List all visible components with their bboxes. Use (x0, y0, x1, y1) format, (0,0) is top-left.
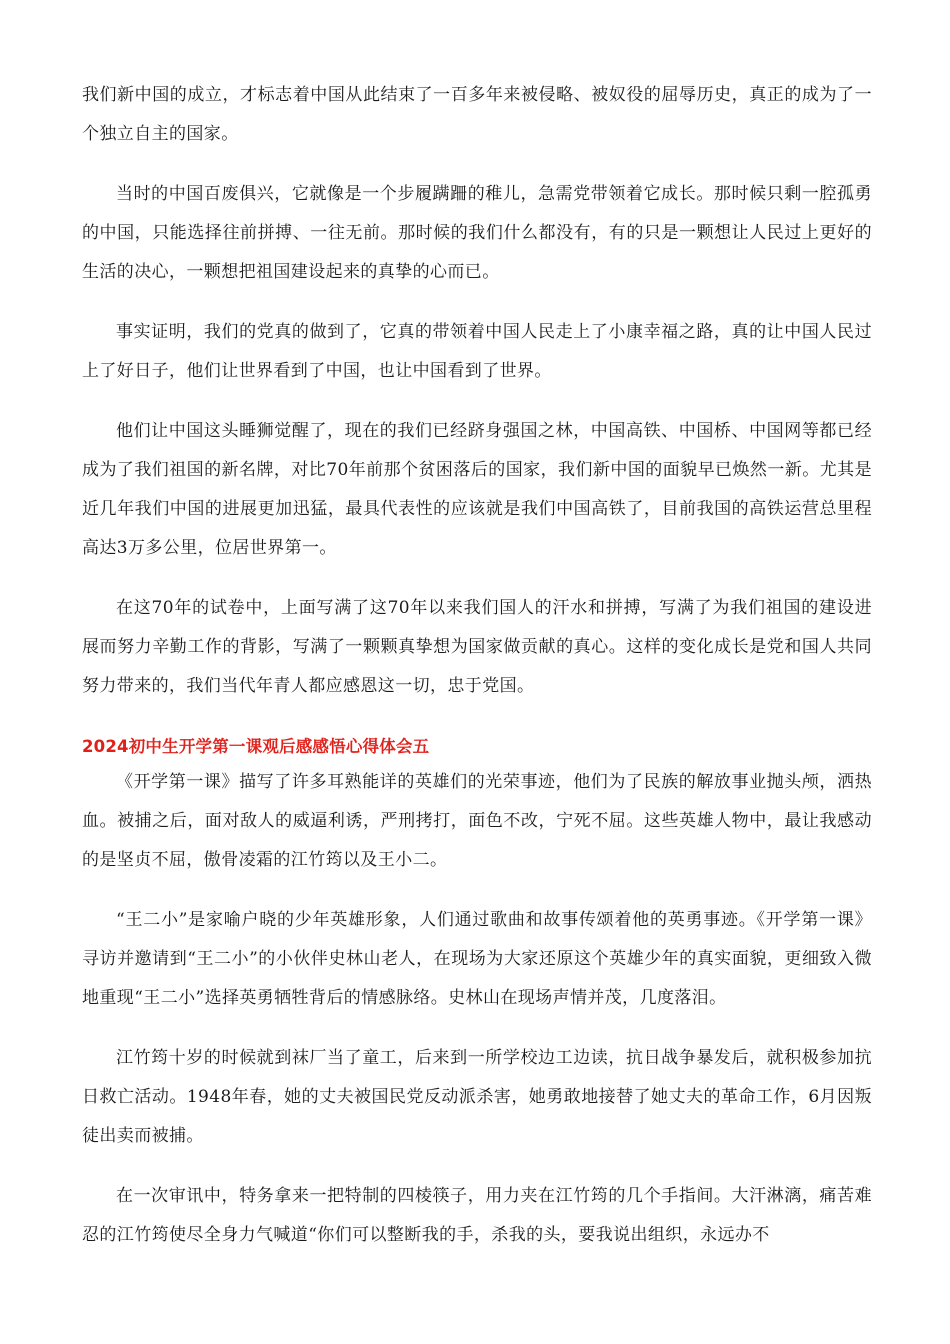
paragraph: 在一次审讯中，特务拿来一把特制的四棱筷子，用力夹在江竹筠的几个手指间。大汗淋漓，痛苦难忍的江竹筠使尽全身力气喊道“你们可以整断我的手，杀我的头，要我说出组织，永远办不 (82, 1186, 872, 1245)
paragraph: 江竹筠十岁的时候就到袜厂当了童工，后来到一所学校边工边读，抗日战争暴发后，就积极参加抗日救亡活动。1948年春，她的丈夫被国民党反动派杀害，她勇敢地接替了她丈夫的革命工作，6月因叛徒出卖而被捕。 (82, 1048, 872, 1146)
paragraph: 事实证明，我们的党真的做到了，它真的带领着中国人民走上了小康幸福之路，真的让中国人民过上了好日子，他们让世界看到了中国，也让中国看到了世界。 (82, 322, 872, 381)
paragraph: “王二小”是家喻户晓的少年英雄形象，人们通过歌曲和故事传颂着他的英勇事迹。《开学第一课》寻访并邀请到“王二小”的小伙伴史林山老人，在现场为大家还原这个英雄少年的真实面貌，更细致入微地重现“王二小”选择英勇牺牲背后的情感脉络。史林山在现场声情并茂，几度落泪。 (82, 910, 872, 1008)
document-page (82, 76, 872, 1276)
paragraph: 他们让中国这头睡狮觉醒了，现在的我们已经跻身强国之林，中国高铁、中国桥、中国网等都已经成为了我们祖国的新名牌，对比70年前那个贫困落后的国家，我们新中国的面貌早已焕然一新。尤其是近几年我们中国的进展更加迅猛，最具代表性的应该就是我们中国高铁了，目前我国的高铁运营总里程高达3万多公里，位居世界第一。 (82, 421, 872, 558)
paragraph: 在这70年的试卷中，上面写满了这70年以来我们国人的汗水和拼搏，写满了为我们祖国的建设进展而努力辛勤工作的背影，写满了一颗颗真挚想为国家做贡献的真心。这样的变化成长是党和国人共同努力带来的，我们当代年青人都应感恩这一切，忠于党国。 (82, 598, 872, 696)
paragraph: 《开学第一课》描写了许多耳熟能详的英雄们的光荣事迹，他们为了民族的解放事业抛头颅，洒热血。被捕之后，面对敌人的威逼利诱，严刑拷打，面色不改，宁死不屈。这些英雄人物中，最让我感动的是坚贞不屈，傲骨凌霜的江竹筠以及王小二。 (82, 772, 872, 870)
section-heading: 2024初中生开学第一课观后感感悟心得体会五 (82, 737, 430, 756)
paragraph: 当时的中国百废俱兴，它就像是一个步履蹒跚的稚儿，急需党带领着它成长。那时候只剩一腔孤勇的中国，只能选择往前拼搏、一往无前。那时候的我们什么都没有，有的只是一颗想让人民过上更好的生活的决心，一颗想把祖国建设起来的真挚的心而已。 (82, 184, 872, 282)
paragraph-continued: 我们新中国的成立，才标志着中国从此结束了一百多年来被侵略、被奴役的屈辱历史，真正的成为了一个独立自主的国家。 (82, 85, 872, 144)
